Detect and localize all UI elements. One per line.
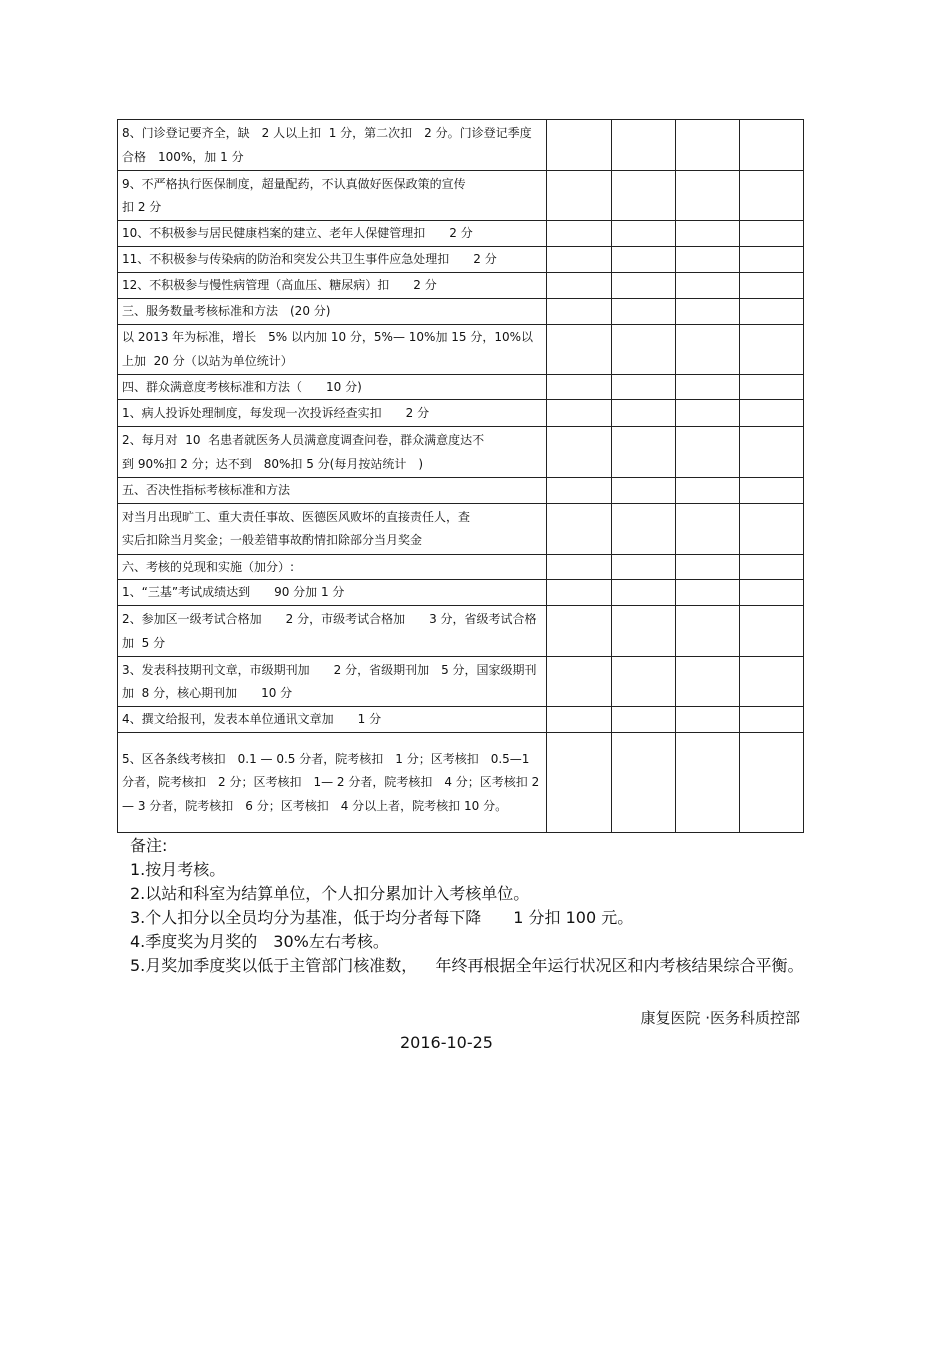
score-cell [740, 120, 804, 171]
score-cell [612, 606, 676, 657]
criteria-cell: 对当月出现旷工、重大责任事故、医德医风败坏的直接责任人，查 实后扣除当月奖金；一般差错事故酌情扣除部分当月奖金 [118, 503, 547, 554]
criteria-cell: 以 2013 年为标准，增长 5% 以内加 10 分，5%— 10%加 15 分，10%以上加 20 分（以站为单位统计） [118, 324, 547, 374]
score-cell [676, 374, 740, 400]
score-cell [612, 299, 676, 325]
score-cell [612, 657, 676, 707]
remark-item-3: 3.个人扣分以全员均分为基准，低于均分者每下降 1 分扣 100 元。 [130, 908, 634, 927]
score-cell [547, 606, 612, 657]
score-cell [547, 299, 612, 325]
score-cell [612, 374, 676, 400]
score-cell [547, 707, 612, 733]
criteria-cell: 10、不积极参与居民健康档案的建立、老年人保健管理扣 2 分 [118, 221, 547, 247]
table-row [118, 707, 804, 733]
remark-item-4: 4.季度奖为月奖的 30%左右考核。 [130, 932, 389, 951]
table-row [118, 171, 804, 221]
score-cell [740, 427, 804, 478]
criteria-cell: 12、不积极参与慢性病管理（高血压、糖尿病）扣 2 分 [118, 273, 547, 299]
remarks-title: 备注: [130, 836, 168, 855]
remark-item-5: 5.月奖加季度奖以低于主管部门核准数， 年终再根据全年运行状况区和内考核结果综合平衡。 [130, 956, 804, 975]
criteria-cell: 11、不积极参与传染病的防治和突发公共卫生事件应急处理扣 2 分 [118, 247, 547, 273]
score-cell [547, 247, 612, 273]
score-cell [547, 427, 612, 478]
score-cell [612, 478, 676, 504]
remark-item-2: 2.以站和科室为结算单位，个人扣分累加计入考核单位。 [130, 884, 530, 903]
criteria-cell: 2、每月对 10 名患者就医务人员满意度调查问卷，群众满意度达不 到 90%扣 2 分；达不到 80%扣 5 分(每月按站统计 ) [118, 427, 547, 478]
score-cell [740, 580, 804, 606]
score-cell [612, 273, 676, 299]
score-cell [547, 478, 612, 504]
criteria-cell: 四、群众满意度考核标准和方法（ 10 分) [118, 374, 547, 400]
criteria-cell: 五、否决性指标考核标准和方法 [118, 478, 547, 504]
table-row [118, 221, 804, 247]
score-cell [612, 503, 676, 554]
score-cell [612, 247, 676, 273]
score-cell [676, 554, 740, 580]
table-row [118, 324, 804, 374]
score-cell [547, 657, 612, 707]
score-cell [547, 374, 612, 400]
score-cell [547, 400, 612, 427]
score-cell [547, 171, 612, 221]
score-cell [740, 707, 804, 733]
score-cell [612, 120, 676, 171]
score-cell [612, 707, 676, 733]
criteria-cell: 1、“三基”考试成绩达到 90 分加 1 分 [118, 580, 547, 606]
score-cell [547, 554, 612, 580]
score-cell [676, 606, 740, 657]
score-cell [740, 273, 804, 299]
score-cell [740, 606, 804, 657]
score-cell [547, 503, 612, 554]
criteria-cell: 9、不严格执行医保制度，超量配药，不认真做好医保政策的宣传 扣 2 分 [118, 171, 547, 221]
criteria-cell: 2、参加区一级考试合格加 2 分，市级考试合格加 3 分，省级考试合格加 5 分 [118, 606, 547, 657]
score-cell [612, 221, 676, 247]
signature: 康复医院 ·医务科质控部 [640, 1009, 800, 1027]
score-cell [547, 120, 612, 171]
score-cell [740, 171, 804, 221]
table-row [118, 120, 804, 171]
table-row [118, 554, 804, 580]
score-cell [740, 657, 804, 707]
score-cell [740, 554, 804, 580]
score-cell [547, 733, 612, 833]
criteria-cell: 5、区各条线考核扣 0.1 — 0.5 分者，院考核扣 1 分；区考核扣 0.5—1 分者，院考核扣 2 分；区考核扣 1— 2 分者，院考核扣 4 分；区考核扣 2— 3 分者，院考核扣 6 分；区考核扣 4 分以上者，院考核扣 10 分。 [118, 733, 547, 833]
score-cell [547, 273, 612, 299]
table-row [118, 478, 804, 504]
score-cell [676, 324, 740, 374]
score-cell [676, 299, 740, 325]
table-row [118, 580, 804, 606]
score-cell [676, 657, 740, 707]
score-cell [612, 427, 676, 478]
table-row [118, 733, 804, 833]
score-cell [676, 427, 740, 478]
score-cell [676, 171, 740, 221]
remark-item-1: 1.按月考核。 [130, 860, 226, 879]
score-cell [740, 478, 804, 504]
criteria-cell: 三、服务数量考核标准和方法 (20 分) [118, 299, 547, 325]
score-cell [612, 171, 676, 221]
score-cell [612, 400, 676, 427]
table-row [118, 400, 804, 427]
score-cell [676, 580, 740, 606]
score-cell [547, 221, 612, 247]
score-cell [676, 400, 740, 427]
document-date: 2016-10-25 [400, 1033, 493, 1052]
score-cell [612, 554, 676, 580]
score-cell [740, 503, 804, 554]
score-cell [676, 120, 740, 171]
table-row [118, 299, 804, 325]
table-row [118, 503, 804, 554]
score-cell [740, 221, 804, 247]
score-cell [676, 478, 740, 504]
score-cell [740, 247, 804, 273]
criteria-cell: 六、考核的兑现和实施（加分）: [118, 554, 547, 580]
score-cell [676, 247, 740, 273]
score-cell [740, 324, 804, 374]
score-cell [612, 324, 676, 374]
score-cell [676, 273, 740, 299]
score-cell [676, 221, 740, 247]
table-row [118, 427, 804, 478]
table-row [118, 273, 804, 299]
score-cell [676, 733, 740, 833]
table-row [118, 606, 804, 657]
score-cell [547, 580, 612, 606]
table-row [118, 374, 804, 400]
score-cell [676, 707, 740, 733]
score-cell [612, 733, 676, 833]
score-cell [612, 580, 676, 606]
score-cell [740, 374, 804, 400]
score-cell [740, 733, 804, 833]
remarks-section [130, 834, 810, 978]
criteria-cell: 8、门诊登记要齐全，缺 2 人以上扣 1 分，第二次扣 2 分。门诊登记季度合格 100%，加 1 分 [118, 120, 547, 171]
table-row [118, 657, 804, 707]
table-body [118, 120, 804, 833]
criteria-cell: 3、发表科技期刊文章，市级期刊加 2 分，省级期刊加 5 分，国家级期刊加 8 分，核心期刊加 10 分 [118, 657, 547, 707]
criteria-cell: 4、撰文给报刊，发表本单位通讯文章加 1 分 [118, 707, 547, 733]
assessment-table [117, 119, 804, 833]
table-row [118, 247, 804, 273]
score-cell [740, 400, 804, 427]
score-cell [547, 324, 612, 374]
score-cell [676, 503, 740, 554]
score-cell [740, 299, 804, 325]
criteria-cell: 1、病人投诉处理制度，每发现一次投诉经查实扣 2 分 [118, 400, 547, 427]
